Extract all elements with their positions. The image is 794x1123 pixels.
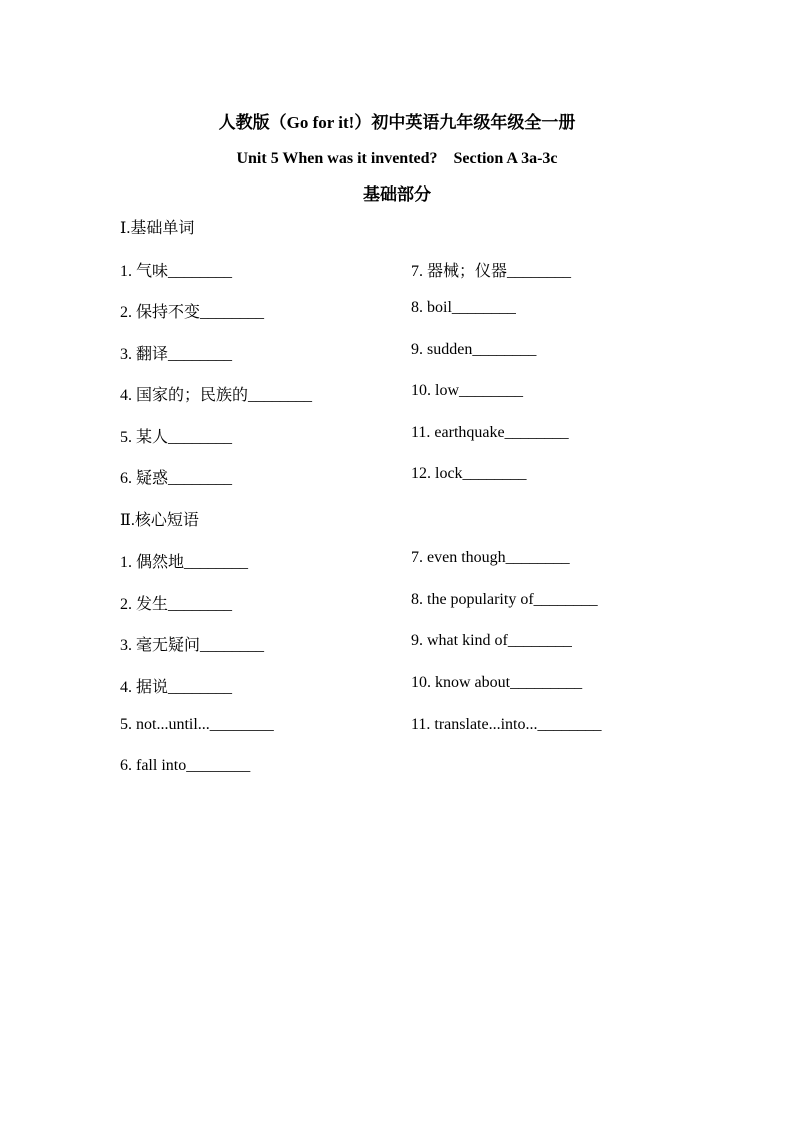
section-heading-words: Ⅰ.基础单词 (120, 220, 195, 237)
section-heading-phrases: Ⅱ.核心短语 (120, 512, 199, 529)
word-item: 8. boil________ (411, 299, 516, 316)
phrase-item: 2. 发生________ (120, 596, 233, 613)
phrase-item: 5. not...until...________ (120, 716, 274, 733)
phrase-item: 6. fall into________ (120, 757, 251, 774)
word-item: 5. 某人________ (120, 429, 233, 446)
unit-subtitle: Unit 5 When was it invented? Section A 3a-3c (236, 150, 558, 167)
phrase-item: 10. know about_________ (411, 674, 583, 691)
word-item: 9. sudden________ (411, 341, 537, 358)
word-item: 2. 保持不变________ (120, 304, 265, 321)
phrase-item: 9. what kind of________ (411, 632, 572, 649)
word-item: 10. low________ (411, 382, 523, 399)
phrase-item: 7. even though________ (411, 549, 570, 566)
part-title: 基础部分 (363, 185, 431, 204)
phrase-item: 3. 毫无疑问________ (120, 637, 265, 654)
phrase-item: 11. translate...into...________ (411, 716, 602, 733)
word-item: 11. earthquake________ (411, 424, 569, 441)
document-title: 人教版（Go for it!）初中英语九年级年级全一册 (218, 113, 576, 132)
word-item: 6. 疑惑________ (120, 470, 233, 487)
word-item: 3. 翻译________ (120, 346, 233, 363)
phrase-item: 4. 据说________ (120, 679, 233, 696)
phrase-item: 8. the popularity of________ (411, 591, 598, 608)
word-item: 1. 气味________ (120, 263, 233, 280)
phrase-item: 1. 偶然地________ (120, 554, 249, 571)
word-item: 12. lock________ (411, 465, 527, 482)
word-item: 4. 国家的；民族的________ (120, 387, 313, 404)
word-item: 7. 器械；仪器________ (411, 263, 572, 280)
